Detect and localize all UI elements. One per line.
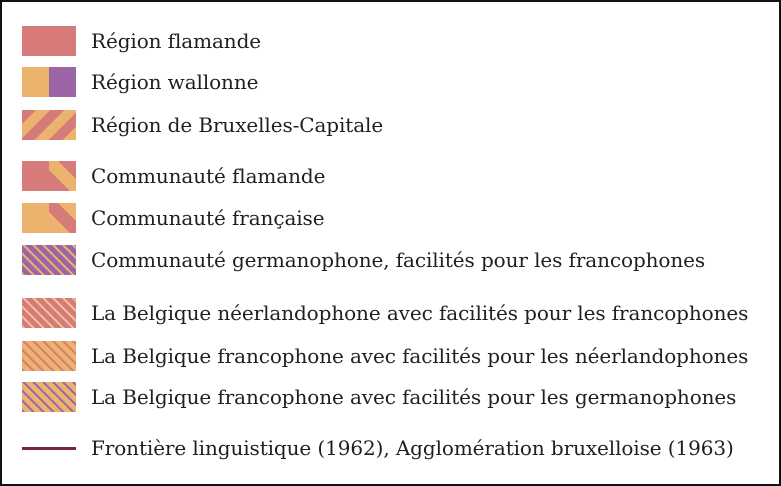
legend-label: Communauté flamande — [91, 164, 326, 188]
legend-item-brussels-region — [22, 110, 383, 140]
french-german-facilities-swatch — [22, 382, 76, 412]
flemish-region-swatch — [22, 26, 76, 56]
dutch-facilities-swatch — [22, 298, 76, 328]
legend-item-dutch-with-french-facilities — [22, 298, 748, 328]
legend-label: Communauté germanophone, facilités pour les francophones — [91, 248, 706, 272]
legend-item-french-with-german-facilities — [22, 382, 736, 412]
french-dutch-facilities-swatch — [22, 341, 76, 371]
german-community-swatch — [22, 245, 76, 275]
flemish-community-swatch — [22, 161, 76, 191]
legend-label: La Belgique francophone avec facilités pour les néerlandophones — [91, 344, 749, 368]
french-community-swatch — [22, 203, 76, 233]
legend-item-french-community — [22, 203, 324, 233]
legend-item-flemish-region — [22, 26, 261, 56]
brussels-region-swatch — [22, 110, 76, 140]
legend-item-french-with-dutch-facilities — [22, 341, 748, 371]
legend-label: La Belgique francophone avec facilités pour les germanophones — [91, 385, 737, 409]
language-border-line-swatch — [22, 433, 76, 463]
legend-item-german-community — [22, 245, 705, 275]
legend-label: Région wallonne — [91, 70, 259, 94]
walloon-region-swatch — [22, 67, 76, 97]
legend-label: Région de Bruxelles-Capitale — [91, 113, 384, 137]
legend-item-walloon-region — [22, 67, 258, 97]
legend-label: La Belgique néerlandophone avec facilités pour les francophones — [91, 301, 749, 325]
legend-label: Région flamande — [91, 29, 262, 53]
legend-item-language-border — [22, 433, 734, 463]
legend-item-flemish-community — [22, 161, 325, 191]
legend-label: Frontière linguistique (1962), Agglomération bruxelloise (1963) — [91, 436, 734, 460]
legend-label: Communauté française — [91, 206, 325, 230]
